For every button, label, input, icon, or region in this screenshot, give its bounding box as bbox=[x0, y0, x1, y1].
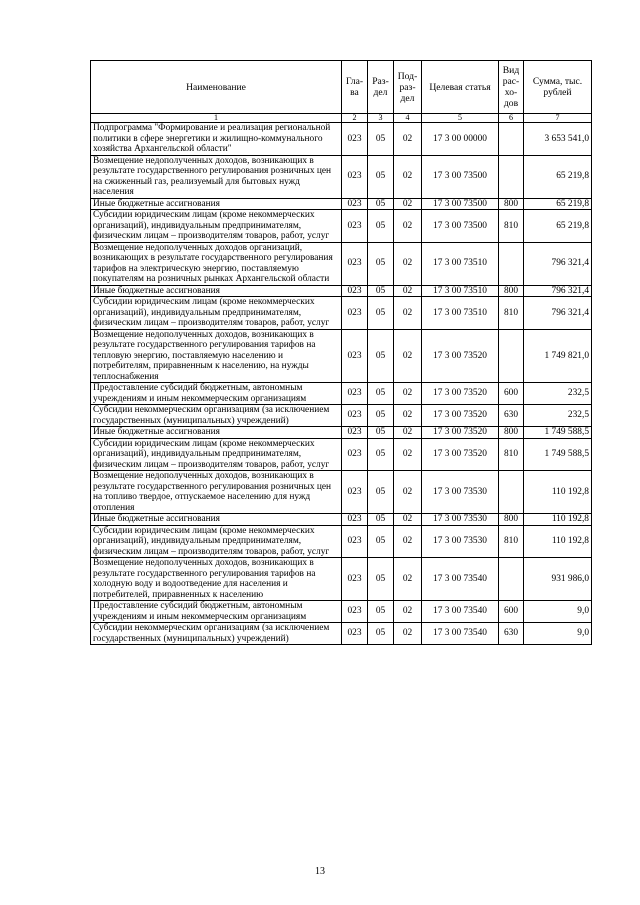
header-razdel: Раз-дел bbox=[368, 61, 394, 114]
row-name-cell: Иные бюджетные ассигнования bbox=[91, 285, 342, 297]
row-statya-cell: 17 3 00 73530 bbox=[422, 525, 499, 558]
header-summa: Сумма, тыс. рублей bbox=[524, 61, 592, 114]
row-glava-cell: 023 bbox=[342, 383, 368, 405]
row-statya-cell: 17 3 00 73520 bbox=[422, 329, 499, 383]
row-podrazdel-cell: 02 bbox=[394, 285, 422, 297]
row-name-cell: Субсидии юридическим лицам (кроме некоммерческих организаций), индивидуальным предпринимателям, физическим лицам – производителям товаров, работ, услуг bbox=[91, 297, 342, 330]
row-glava-cell: 023 bbox=[342, 285, 368, 297]
column-number: 4 bbox=[394, 114, 422, 123]
table-row bbox=[91, 514, 592, 526]
row-summa-cell: 1 749 588,5 bbox=[524, 427, 592, 439]
row-razdel-cell: 05 bbox=[368, 198, 394, 210]
row-vid-cell bbox=[499, 329, 524, 383]
row-vid-cell bbox=[499, 155, 524, 198]
row-name-cell: Возмещение недополученных доходов организаций, возникающих в результате государственного регулирования тарифов на электрическую энергию, поставляемую покупателям на розничных рынках Архангельской области bbox=[91, 242, 342, 285]
row-glava-cell: 023 bbox=[342, 297, 368, 330]
row-razdel-cell: 05 bbox=[368, 438, 394, 471]
row-name-cell: Иные бюджетные ассигнования bbox=[91, 427, 342, 439]
row-podrazdel-cell: 02 bbox=[394, 383, 422, 405]
row-podrazdel-cell: 02 bbox=[394, 210, 422, 243]
row-razdel-cell: 05 bbox=[368, 155, 394, 198]
row-summa-cell: 9,0 bbox=[524, 601, 592, 623]
row-name-cell: Субсидии юридическим лицам (кроме некоммерческих организаций), индивидуальным предпринимателям, физическим лицам – производителям товаров, работ, услуг bbox=[91, 210, 342, 243]
row-vid-cell: 810 bbox=[499, 525, 524, 558]
row-podrazdel-cell: 02 bbox=[394, 558, 422, 601]
header-podrazdel: Под-раз-дел bbox=[394, 61, 422, 114]
row-glava-cell: 023 bbox=[342, 329, 368, 383]
row-statya-cell: 17 3 00 73510 bbox=[422, 297, 499, 330]
row-vid-cell: 630 bbox=[499, 405, 524, 427]
row-podrazdel-cell: 02 bbox=[394, 623, 422, 645]
row-summa-cell: 110 192,8 bbox=[524, 471, 592, 514]
page-number: 13 bbox=[315, 866, 325, 877]
row-name-cell: Субсидии некоммерческим организациям (за исключением государственных (муниципальных) учреждений) bbox=[91, 623, 342, 645]
row-summa-cell: 796 321,4 bbox=[524, 285, 592, 297]
table-row bbox=[91, 558, 592, 601]
row-glava-cell: 023 bbox=[342, 471, 368, 514]
table-row bbox=[91, 427, 592, 439]
table-body bbox=[91, 123, 592, 645]
row-podrazdel-cell: 02 bbox=[394, 514, 422, 526]
row-podrazdel-cell: 02 bbox=[394, 123, 422, 156]
column-number: 5 bbox=[422, 114, 499, 123]
row-name-cell: Субсидии юридическим лицам (кроме некоммерческих организаций), индивидуальным предпринимателям, физическим лицам – производителям товаров, работ, услуг bbox=[91, 525, 342, 558]
row-summa-cell: 65 219,8 bbox=[524, 198, 592, 210]
row-name-cell: Иные бюджетные ассигнования bbox=[91, 198, 342, 210]
table-row bbox=[91, 601, 592, 623]
header-statya: Целевая статья bbox=[422, 61, 499, 114]
row-vid-cell: 600 bbox=[499, 383, 524, 405]
row-razdel-cell: 05 bbox=[368, 329, 394, 383]
table-row bbox=[91, 155, 592, 198]
row-summa-cell: 232,5 bbox=[524, 383, 592, 405]
column-number: 2 bbox=[342, 114, 368, 123]
row-razdel-cell: 05 bbox=[368, 427, 394, 439]
row-name-cell: Предоставление субсидий бюджетным, автономным учреждениям и иным некоммерческим организациям bbox=[91, 383, 342, 405]
row-statya-cell: 17 3 00 73520 bbox=[422, 405, 499, 427]
table-row bbox=[91, 383, 592, 405]
row-podrazdel-cell: 02 bbox=[394, 242, 422, 285]
row-summa-cell: 796 321,4 bbox=[524, 297, 592, 330]
row-glava-cell: 023 bbox=[342, 438, 368, 471]
row-statya-cell: 17 3 00 73520 bbox=[422, 438, 499, 471]
row-vid-cell bbox=[499, 471, 524, 514]
row-name-cell: Возмещение недополученных доходов, возникающих в результате государственного регулирования розничных цен на сжиженный газ, реализуемый для бытовых нужд населения bbox=[91, 155, 342, 198]
row-statya-cell: 17 3 00 73540 bbox=[422, 558, 499, 601]
table-row bbox=[91, 405, 592, 427]
row-glava-cell: 023 bbox=[342, 623, 368, 645]
row-podrazdel-cell: 02 bbox=[394, 329, 422, 383]
row-name-cell: Подпрограмма "Формирование и реализация региональной политики в сфере энергетики и жилищно-коммунального хозяйства Архангельской области" bbox=[91, 123, 342, 156]
row-name-cell: Субсидии некоммерческим организациям (за исключением государственных (муниципальных) учреждений) bbox=[91, 405, 342, 427]
header-name: Наименование bbox=[91, 61, 342, 114]
row-statya-cell: 17 3 00 00000 bbox=[422, 123, 499, 156]
row-summa-cell: 1 749 821,0 bbox=[524, 329, 592, 383]
column-number: 3 bbox=[368, 114, 394, 123]
row-vid-cell: 630 bbox=[499, 623, 524, 645]
header-vid: Вид рас-хо-дов bbox=[499, 61, 524, 114]
row-statya-cell: 17 3 00 73540 bbox=[422, 623, 499, 645]
row-vid-cell: 800 bbox=[499, 514, 524, 526]
row-glava-cell: 023 bbox=[342, 601, 368, 623]
row-summa-cell: 110 192,8 bbox=[524, 525, 592, 558]
row-razdel-cell: 05 bbox=[368, 297, 394, 330]
row-statya-cell: 17 3 00 73540 bbox=[422, 601, 499, 623]
table-row bbox=[91, 623, 592, 645]
row-podrazdel-cell: 02 bbox=[394, 438, 422, 471]
table-row bbox=[91, 198, 592, 210]
column-number-row bbox=[91, 114, 592, 123]
row-glava-cell: 023 bbox=[342, 558, 368, 601]
row-name-cell: Возмещение недополученных доходов, возникающих в результате государственного регулирования тарифов на тепловую энергию, поставляемую населению и потребителям, приравненным к населению, на нужды теплоснабжения bbox=[91, 329, 342, 383]
column-number: 7 bbox=[524, 114, 592, 123]
row-name-cell: Субсидии юридическим лицам (кроме некоммерческих организаций), индивидуальным предпринимателям, физическим лицам – производителям товаров, работ, услуг bbox=[91, 438, 342, 471]
column-number: 1 bbox=[91, 114, 342, 123]
row-vid-cell bbox=[499, 242, 524, 285]
table-row bbox=[91, 242, 592, 285]
row-summa-cell: 9,0 bbox=[524, 623, 592, 645]
row-summa-cell: 796 321,4 bbox=[524, 242, 592, 285]
table-row bbox=[91, 525, 592, 558]
table-row bbox=[91, 123, 592, 156]
row-statya-cell: 17 3 00 73510 bbox=[422, 285, 499, 297]
row-glava-cell: 023 bbox=[342, 198, 368, 210]
row-statya-cell: 17 3 00 73500 bbox=[422, 210, 499, 243]
row-razdel-cell: 05 bbox=[368, 242, 394, 285]
row-podrazdel-cell: 02 bbox=[394, 601, 422, 623]
row-razdel-cell: 05 bbox=[368, 601, 394, 623]
row-statya-cell: 17 3 00 73500 bbox=[422, 198, 499, 210]
row-podrazdel-cell: 02 bbox=[394, 155, 422, 198]
row-podrazdel-cell: 02 bbox=[394, 198, 422, 210]
row-summa-cell: 3 653 541,0 bbox=[524, 123, 592, 156]
row-vid-cell: 810 bbox=[499, 210, 524, 243]
row-razdel-cell: 05 bbox=[368, 525, 394, 558]
row-podrazdel-cell: 02 bbox=[394, 405, 422, 427]
column-number: 6 bbox=[499, 114, 524, 123]
row-podrazdel-cell: 02 bbox=[394, 297, 422, 330]
row-glava-cell: 023 bbox=[342, 525, 368, 558]
row-vid-cell: 810 bbox=[499, 297, 524, 330]
row-podrazdel-cell: 02 bbox=[394, 471, 422, 514]
row-vid-cell: 800 bbox=[499, 198, 524, 210]
table-row bbox=[91, 285, 592, 297]
row-vid-cell: 810 bbox=[499, 438, 524, 471]
row-name-cell: Предоставление субсидий бюджетным, автономным учреждениям и иным некоммерческим организациям bbox=[91, 601, 342, 623]
row-summa-cell: 1 749 588,5 bbox=[524, 438, 592, 471]
row-razdel-cell: 05 bbox=[368, 383, 394, 405]
table-row bbox=[91, 438, 592, 471]
table-header-row bbox=[91, 61, 592, 114]
row-glava-cell: 023 bbox=[342, 405, 368, 427]
table-row bbox=[91, 471, 592, 514]
row-statya-cell: 17 3 00 73500 bbox=[422, 155, 499, 198]
row-summa-cell: 65 219,8 bbox=[524, 210, 592, 243]
row-statya-cell: 17 3 00 73520 bbox=[422, 427, 499, 439]
row-statya-cell: 17 3 00 73530 bbox=[422, 514, 499, 526]
row-razdel-cell: 05 bbox=[368, 514, 394, 526]
row-vid-cell: 600 bbox=[499, 601, 524, 623]
row-glava-cell: 023 bbox=[342, 123, 368, 156]
row-glava-cell: 023 bbox=[342, 514, 368, 526]
row-razdel-cell: 05 bbox=[368, 471, 394, 514]
row-summa-cell: 65 219,8 bbox=[524, 155, 592, 198]
row-glava-cell: 023 bbox=[342, 242, 368, 285]
row-glava-cell: 023 bbox=[342, 427, 368, 439]
row-statya-cell: 17 3 00 73510 bbox=[422, 242, 499, 285]
row-statya-cell: 17 3 00 73530 bbox=[422, 471, 499, 514]
row-summa-cell: 931 986,0 bbox=[524, 558, 592, 601]
row-summa-cell: 232,5 bbox=[524, 405, 592, 427]
row-razdel-cell: 05 bbox=[368, 405, 394, 427]
row-vid-cell: 800 bbox=[499, 285, 524, 297]
row-podrazdel-cell: 02 bbox=[394, 525, 422, 558]
row-name-cell: Возмещение недополученных доходов, возникающих в результате государственного регулирования розничных цен на топливо твердое, отпускаемое населению для нужд отопления bbox=[91, 471, 342, 514]
row-podrazdel-cell: 02 bbox=[394, 427, 422, 439]
header-glava: Гла-ва bbox=[342, 61, 368, 114]
table-row bbox=[91, 329, 592, 383]
row-razdel-cell: 05 bbox=[368, 623, 394, 645]
row-vid-cell bbox=[499, 558, 524, 601]
row-vid-cell: 800 bbox=[499, 427, 524, 439]
row-name-cell: Возмещение недополученных доходов, возникающих в результате государственного регулирования тарифов на холодную воду и водоотведение для населения и потребителей, приравненных к населению bbox=[91, 558, 342, 601]
row-razdel-cell: 05 bbox=[368, 210, 394, 243]
row-razdel-cell: 05 bbox=[368, 123, 394, 156]
row-vid-cell bbox=[499, 123, 524, 156]
row-summa-cell: 110 192,8 bbox=[524, 514, 592, 526]
table-row bbox=[91, 210, 592, 243]
row-statya-cell: 17 3 00 73520 bbox=[422, 383, 499, 405]
row-glava-cell: 023 bbox=[342, 210, 368, 243]
row-name-cell: Иные бюджетные ассигнования bbox=[91, 514, 342, 526]
row-razdel-cell: 05 bbox=[368, 285, 394, 297]
budget-table bbox=[90, 60, 592, 645]
row-glava-cell: 023 bbox=[342, 155, 368, 198]
row-razdel-cell: 05 bbox=[368, 558, 394, 601]
table-row bbox=[91, 297, 592, 330]
